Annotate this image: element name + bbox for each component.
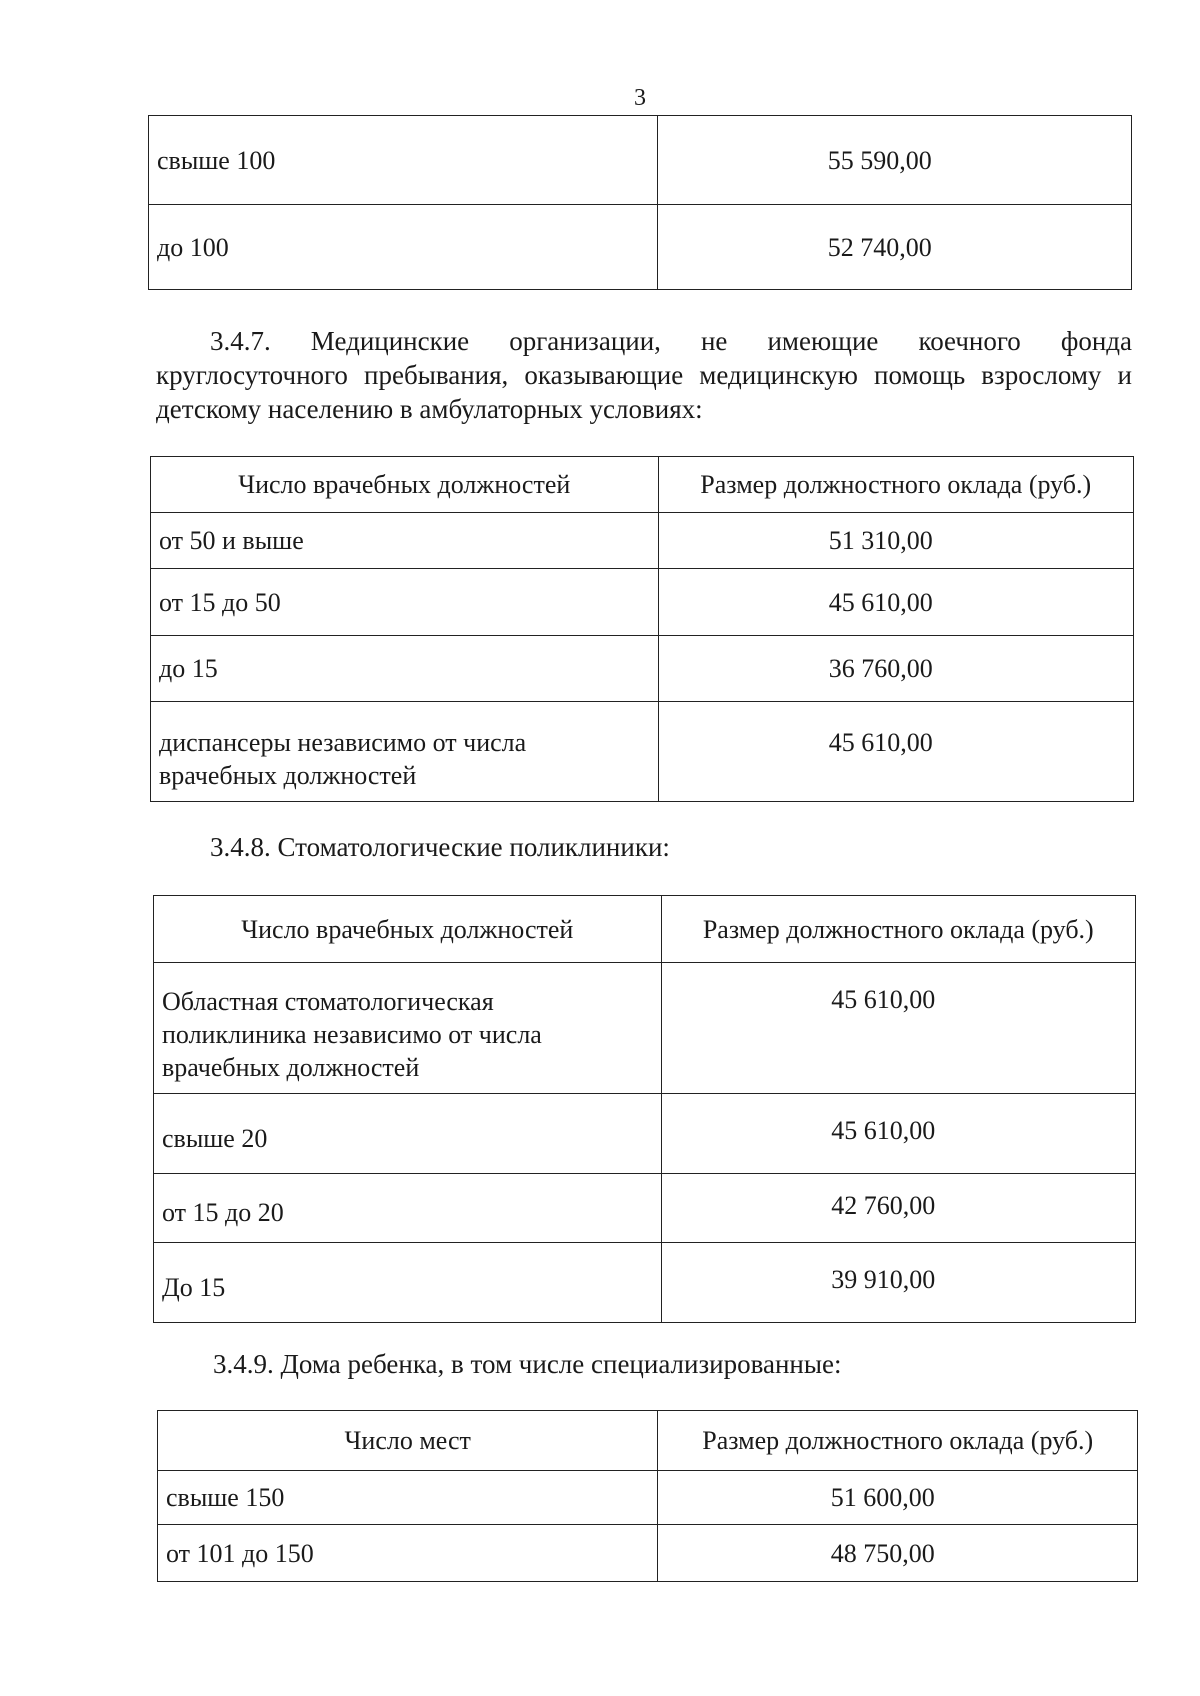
section-347-heading-rest: круглосуточного пребывания, оказывающие медицинскую помощь взрослому и детскому населению в амбулаторных условиях: [156, 360, 1132, 424]
table-347 [150, 456, 1134, 802]
row-label: до 15 [151, 636, 659, 702]
row-value: 51 310,00 [658, 513, 1134, 569]
row-value: 42 760,00 [661, 1174, 1135, 1243]
table-348 [153, 895, 1136, 1323]
column-header-right: Размер должностного оклада (руб.) [661, 896, 1135, 963]
table-header-row [158, 1411, 1138, 1471]
row-value: 48 750,00 [658, 1525, 1138, 1582]
section-347-heading [156, 324, 1132, 426]
row-value: 36 760,00 [658, 636, 1134, 702]
row-label: от 15 до 20 [154, 1174, 662, 1243]
section-348-heading: 3.4.8. Стоматологические поликлиники: [210, 832, 670, 862]
table-row [151, 702, 1134, 802]
table-row [149, 205, 1132, 290]
table-continued [148, 115, 1132, 290]
row-value: 52 740,00 [658, 205, 1132, 290]
column-header-right: Размер должностного оклада (руб.) [658, 1411, 1138, 1471]
row-label: от 15 до 50 [151, 569, 659, 636]
table-header-row [151, 457, 1134, 513]
column-header-right: Размер должностного оклада (руб.) [658, 457, 1134, 513]
section-347-heading-line1: 3.4.7. Медицинские организации, не имеющие коечного фонда [210, 326, 1132, 356]
table-header-row [154, 896, 1136, 963]
row-label: от 50 и выше [151, 513, 659, 569]
table-row [151, 636, 1134, 702]
row-value: 45 610,00 [658, 702, 1134, 802]
table-row [151, 569, 1134, 636]
table-row [154, 963, 1136, 1094]
row-label: свыше 20 [154, 1094, 662, 1174]
row-value: 45 610,00 [661, 1094, 1135, 1174]
row-label: до 100 [149, 205, 658, 290]
row-label: диспансеры независимо от числа врачебных должностей [151, 702, 659, 802]
row-value: 39 910,00 [661, 1243, 1135, 1323]
row-label: свыше 150 [158, 1471, 658, 1525]
row-label: свыше 100 [149, 116, 658, 205]
row-label: До 15 [154, 1243, 662, 1323]
table-row [154, 1243, 1136, 1323]
row-value: 55 590,00 [658, 116, 1132, 205]
row-value: 45 610,00 [661, 963, 1135, 1094]
column-header-left: Число врачебных должностей [151, 457, 659, 513]
column-header-left: Число мест [158, 1411, 658, 1471]
table-row [158, 1525, 1138, 1582]
table-row [154, 1094, 1136, 1174]
section-349-heading: 3.4.9. Дома ребенка, в том числе специализированные: [213, 1349, 842, 1379]
table-row [154, 1174, 1136, 1243]
row-label: от 101 до 150 [158, 1525, 658, 1582]
row-value: 45 610,00 [658, 569, 1134, 636]
table-row [151, 513, 1134, 569]
table-row [149, 116, 1132, 205]
page-number: 3 [634, 85, 646, 111]
row-label: Областная стоматологическая поликлиника независимо от числа врачебных должностей [154, 963, 662, 1094]
row-value: 51 600,00 [658, 1471, 1138, 1525]
table-349 [157, 1410, 1138, 1582]
table-row [158, 1471, 1138, 1525]
column-header-left: Число врачебных должностей [154, 896, 662, 963]
